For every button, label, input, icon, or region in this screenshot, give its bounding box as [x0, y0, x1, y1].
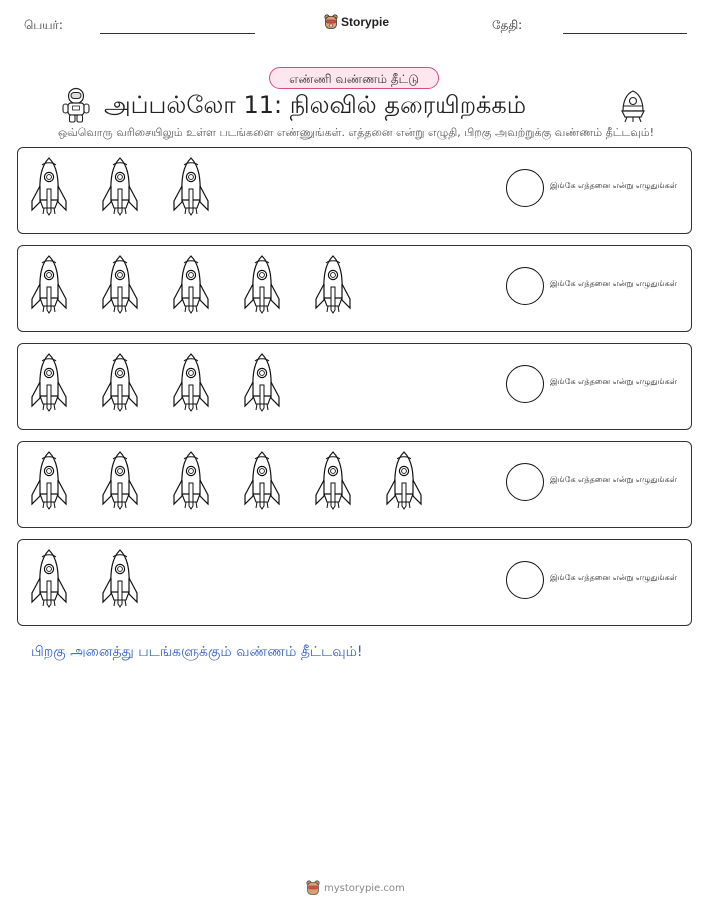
answer-label: இங்கே எத்தனை என்று எழுதுங்கள்: [550, 279, 677, 288]
rocket-icon: [29, 156, 69, 218]
activity-badge: எண்ணி வண்ணம் தீட்டு: [269, 67, 439, 89]
rocket-icon: [29, 548, 69, 610]
storypie-logo: [324, 14, 389, 30]
rocket-icon: [171, 156, 211, 218]
rocket-icon: [384, 450, 424, 512]
rocket-icon: [100, 254, 140, 316]
counting-row: [17, 245, 692, 332]
answer-circle[interactable]: [506, 561, 544, 599]
rocket-icon: [242, 254, 282, 316]
answer-circle[interactable]: [506, 463, 544, 501]
instructions-text: ஒவ்வொரு வரிசையிலும் உள்ள படங்களை எண்ணுங்கள். எத்தனை என்று எழுதி, பிறகு அவற்றுக்கு வண்ணம் தீட்டவும்!: [57, 126, 655, 139]
rocket-icon: [100, 450, 140, 512]
answer-circle[interactable]: [506, 365, 544, 403]
rocket-icon: [242, 450, 282, 512]
storypie-bear-icon: [324, 14, 338, 30]
rocket-icon: [313, 450, 353, 512]
counting-row: [17, 441, 692, 528]
astronaut-icon: [60, 87, 92, 123]
answer-circle[interactable]: [506, 169, 544, 207]
rocket-icon: [100, 352, 140, 414]
rocket-icon: [242, 352, 282, 414]
answer-label: இங்கே எத்தனை என்று எழுதுங்கள்: [550, 573, 677, 582]
rocket-icon: [100, 156, 140, 218]
counting-row: [17, 343, 692, 430]
rocket-icon: [29, 254, 69, 316]
worksheet-title: அப்பல்லோ 11: நிலவில் தரையிறக்கம்: [104, 91, 527, 119]
counting-row: [17, 539, 692, 626]
counting-row: [17, 147, 692, 234]
date-line[interactable]: [563, 33, 687, 34]
rocket-icon: [171, 254, 211, 316]
answer-label: இங்கே எத்தனை என்று எழுதுங்கள்: [550, 475, 677, 484]
space-capsule-icon: [618, 89, 648, 123]
rocket-icon: [171, 352, 211, 414]
rocket-icon: [313, 254, 353, 316]
answer-circle[interactable]: [506, 267, 544, 305]
answer-label: இங்கே எத்தனை என்று எழுதுங்கள்: [550, 181, 677, 190]
brand-name: Storypie: [341, 15, 390, 29]
rocket-icon: [29, 352, 69, 414]
date-label: தேதி:: [492, 18, 523, 32]
name-line[interactable]: [100, 33, 255, 34]
rocket-icon: [100, 548, 140, 610]
footer-instruction: பிறகு அனைத்து படங்களுக்கும் வண்ணம் தீட்டவும்!: [31, 644, 363, 660]
storypie-bear-icon: [306, 880, 320, 896]
rocket-icon: [29, 450, 69, 512]
name-label: பெயர்:: [24, 18, 63, 32]
footer-site: [306, 880, 405, 896]
site-url: mystorypie.com: [324, 882, 405, 894]
answer-label: இங்கே எத்தனை என்று எழுதுங்கள்: [550, 377, 677, 386]
rocket-icon: [171, 450, 211, 512]
